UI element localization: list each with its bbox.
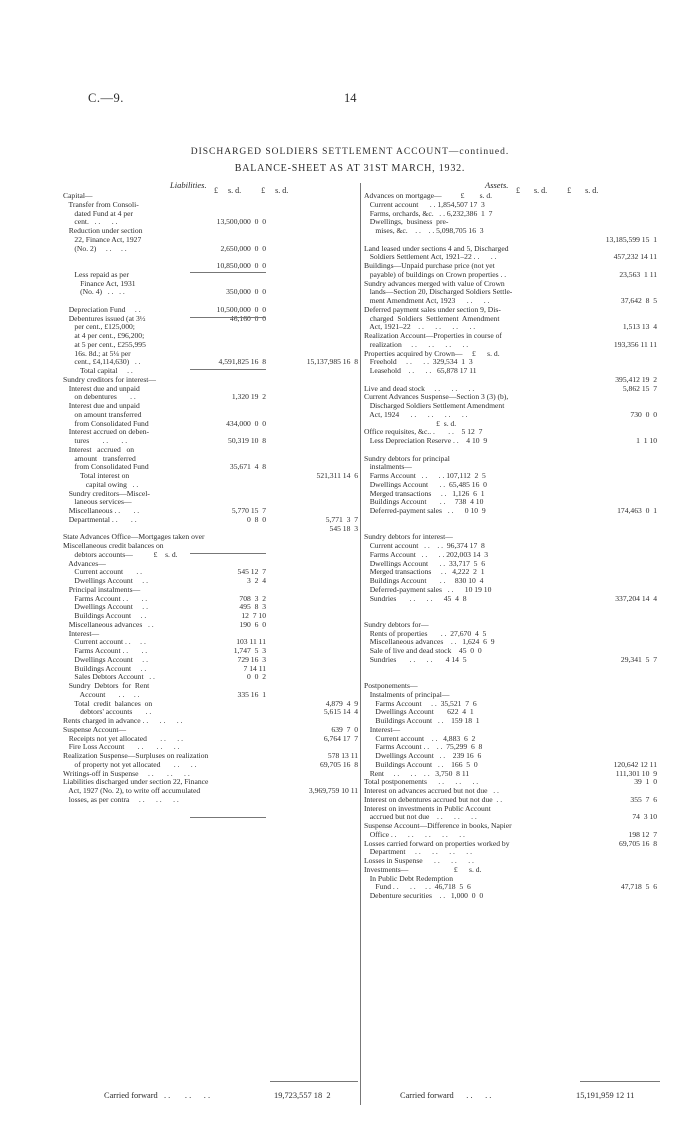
liabilities-text: Capital— Transfer from Consoli- dated Fund at 4 per cent. . . . . Reduction under section 22, Finance Act, 1927 (No. 2) . . . . Less repaid as per Finance Act, 1931 (No. 4) . . . . Depreciation Fund . . Debentures issued (at 3½ per cent., £125,000; at 4 per cent., £96,200; at 5 per cent., £255,995 16s. 8d.; at 5¼ per cent., £4,114,630) . . Total capital . . Sundry creditors for interest— Interest due and unpaid on debentures . . Interest due and unpaid on amount transferred from Consolidated Fund Interest accrued on deben- tures . . . . Interest accrued on amount transferred from Consolidated Fund Total interest on capital owing . . Sundry creditors—Miscel- laneous services— Miscellaneous . . . . Departmental . . . . State Advances Office—Mortgages taken over Miscellaneous credit balances on debtors accounts— £ s. d. Advances— Current account . . Dwellings Account . . Principal instalments— Farms Account . . . . Dwellings Account . . Buildings Account . . Miscellaneous advances . . Interest— Current account . . . . Farms Account . . . . Dwellings Account . . Buildings Account . . Sales Debtors Account . . Sundry Debtors for Rent Account . . . . Total credit balances on debtors' accounts . . Rents charged in advance . . . . . . Suspense Account— Receipts not yet allocated . . . . Fire Loss Account . . . . . . Realization Suspense—Surpluses on realization of property not yet allocated . . . . Writings-off in Suspense . . . . . . Liabilities discharged under section 22, Finance Act, 1927 (No. 2), to write off accumulated losses, as per contra . . . . . . <box>63 191 209 804</box>
sum-rule <box>190 369 266 370</box>
assets-text: Advances on mortgage— £ s. d. Current account . . 1,854,507 17 3 Farms, orchards, &c. . . 6,232,386 1 7 Dwellings, business pre- mises, &c. . . . . 5,098,705 16 3 Land leased under sections 4 and 5, Discharged Soldiers Settlement Act, 1921–22 . . . . Buildings—Unpaid purchase price (not yet payable) of buildings on Crown properties . . Sundry advances merged with value of Crown lands—Section 20, Discharged Soldiers Settle- ment Amendment Act, 1923 . . . . Deferred payment sales under section 9, Dis- charged Soldiers Settlement Amendment Act, 1921–22 . . . . . . . . Realization Account—Properties in course of realization . . . . . . . . Properties acquired by Crown— £ s. d. Freehold . . . . 329,534 1 3 Leasehold . . . . 65,878 17 11 Live and dead stock . . . . . . Current Advances Suspense—Section 3 (3) (b), Discharged Soldiers Settlement Amendment Act, 1924 . . . . . . . . £ s. d. Office requisites, &c.. . . . 5 12 7 Less Depreciation Reserve . . 4 10 9 Sundry debtors for principal instalments— Farms Account . . . . 107,112 2 5 Dwellings Account . . 65,485 16 0 Merged transactions . . 1,126 6 1 Buildings Account . . 738 4 10 Deferred-payment sales . . 0 10 9 Sundry debtors for interest— Current account . . . . 96,374 17 8 Farms Account . . . . 202,003 14 3 Dwellings Account . . 33,717 5 6 Merged transactions . . 4,222 2 1 Buildings Account . . 830 10 4 Deferred-payment sales . . 10 19 10 Sundries . . . . 45 4 8 Sundry debtors for— Rents of properties . . 27,670 4 5 Miscellaneous advances . . 1,624 6 9 Sale of live and dead stock 45 0 0 Sundries . . . . 4 14 5 Postponements— Instalments of principal— Farms Account . . 35,521 7 6 Dwellings Account 622 4 1 Buildings Account . . 159 18 1 Interest— Current account . . 4,883 6 2 Farms Account . . . . 75,299 6 8 Dwellings Account . . 239 16 6 Buildings Account . . 166 5 0 Rent . . . . . . 3,750 8 11 Total postponements . . . . . . Interest on advances accrued but not due . . Interest on debentures accrued but not due . . Interest on investments in Public Account accrued but not due . . . . . . Suspense Account—Difference in books, Napier Office . . . . . . . . . . Losses carried forward on properties worked by Department . . . . . . . . Losses in Suspense . . . . . . Investments— £ s. d. In Public Debt Redemption Fund . . . . . . 46,718 5 6 Debenture securities . . 1,000 0 0 <box>364 191 513 900</box>
liabilities-amounts-inner: 13,500,000 0 0 2,650,000 0 0 10,850,000 0 0 350,000 0 0 10,500,000 0 0 46,160 0 0 4,591,825 16 8 1,320 19 2 434,000 0 0 50,319 10 8 35,671 4 8 5,770 15 7 0 8 0 545 12 7 3 2 4 708 3 2 495 8 3 12 7 10 190 6 0 103 11 11 1,747 5 3 729 16 3 7 14 11 0 0 2 335 16 1 <box>216 217 266 699</box>
liabilities-money-heading: £ s. d. £ s. d. <box>214 186 289 195</box>
liabilities-carried-forward-label: Carried forward . . . . . . <box>104 1091 211 1100</box>
center-column-rule <box>360 183 361 1105</box>
assets-carried-forward-value: 15,191,959 12 11 <box>576 1091 635 1100</box>
sum-rule <box>190 272 266 273</box>
assets-carried-forward-label: Carried forward . . . . <box>400 1091 492 1100</box>
liabilities-heading: Liabilities. <box>170 180 207 190</box>
page-number: 14 <box>344 91 357 105</box>
page-reference: C.—9. <box>88 91 124 105</box>
sum-rule <box>580 1081 660 1082</box>
liabilities-carried-forward-value: 19,723,557 18 2 <box>274 1091 331 1100</box>
sum-rule <box>190 317 266 318</box>
sum-rule <box>190 817 266 818</box>
liabilities-amounts-outer: 15,137,985 16 8 521,311 14 6 5,771 3 7 545 18 3 4,879 4 9 5,615 14 4 639 7 0 6,764 17 7 578 13 11 69,705 16 8 3,969,759 10 11 <box>306 357 358 795</box>
document-title: DISCHARGED SOLDIERS SETTLEMENT ACCOUNT—continued. <box>190 147 510 157</box>
assets-money-heading: £ s. d. £ s. d. <box>516 186 599 195</box>
sum-rule <box>270 1081 358 1082</box>
assets-heading: Assets. <box>485 180 509 190</box>
document-subtitle: BALANCE-SHEET AS AT 31ST MARCH, 1932. <box>234 163 466 174</box>
assets-amounts-outer: 13,185,599 15 1 457,232 14 11 23,563 1 11 37,642 8 5 1,513 13 4 193,356 11 11 395,412 19 2 5,862 15 7 730 0 0 1 1 10 174,463 0 1 337,204 14 4 29,341 5 7 120,642 12 11 111,301 10 9 39 1 0 355 7 6 74 3 10 198 12 7 69,705 16 8 47,718 5 6 <box>605 234 657 892</box>
sum-rule <box>190 553 266 554</box>
